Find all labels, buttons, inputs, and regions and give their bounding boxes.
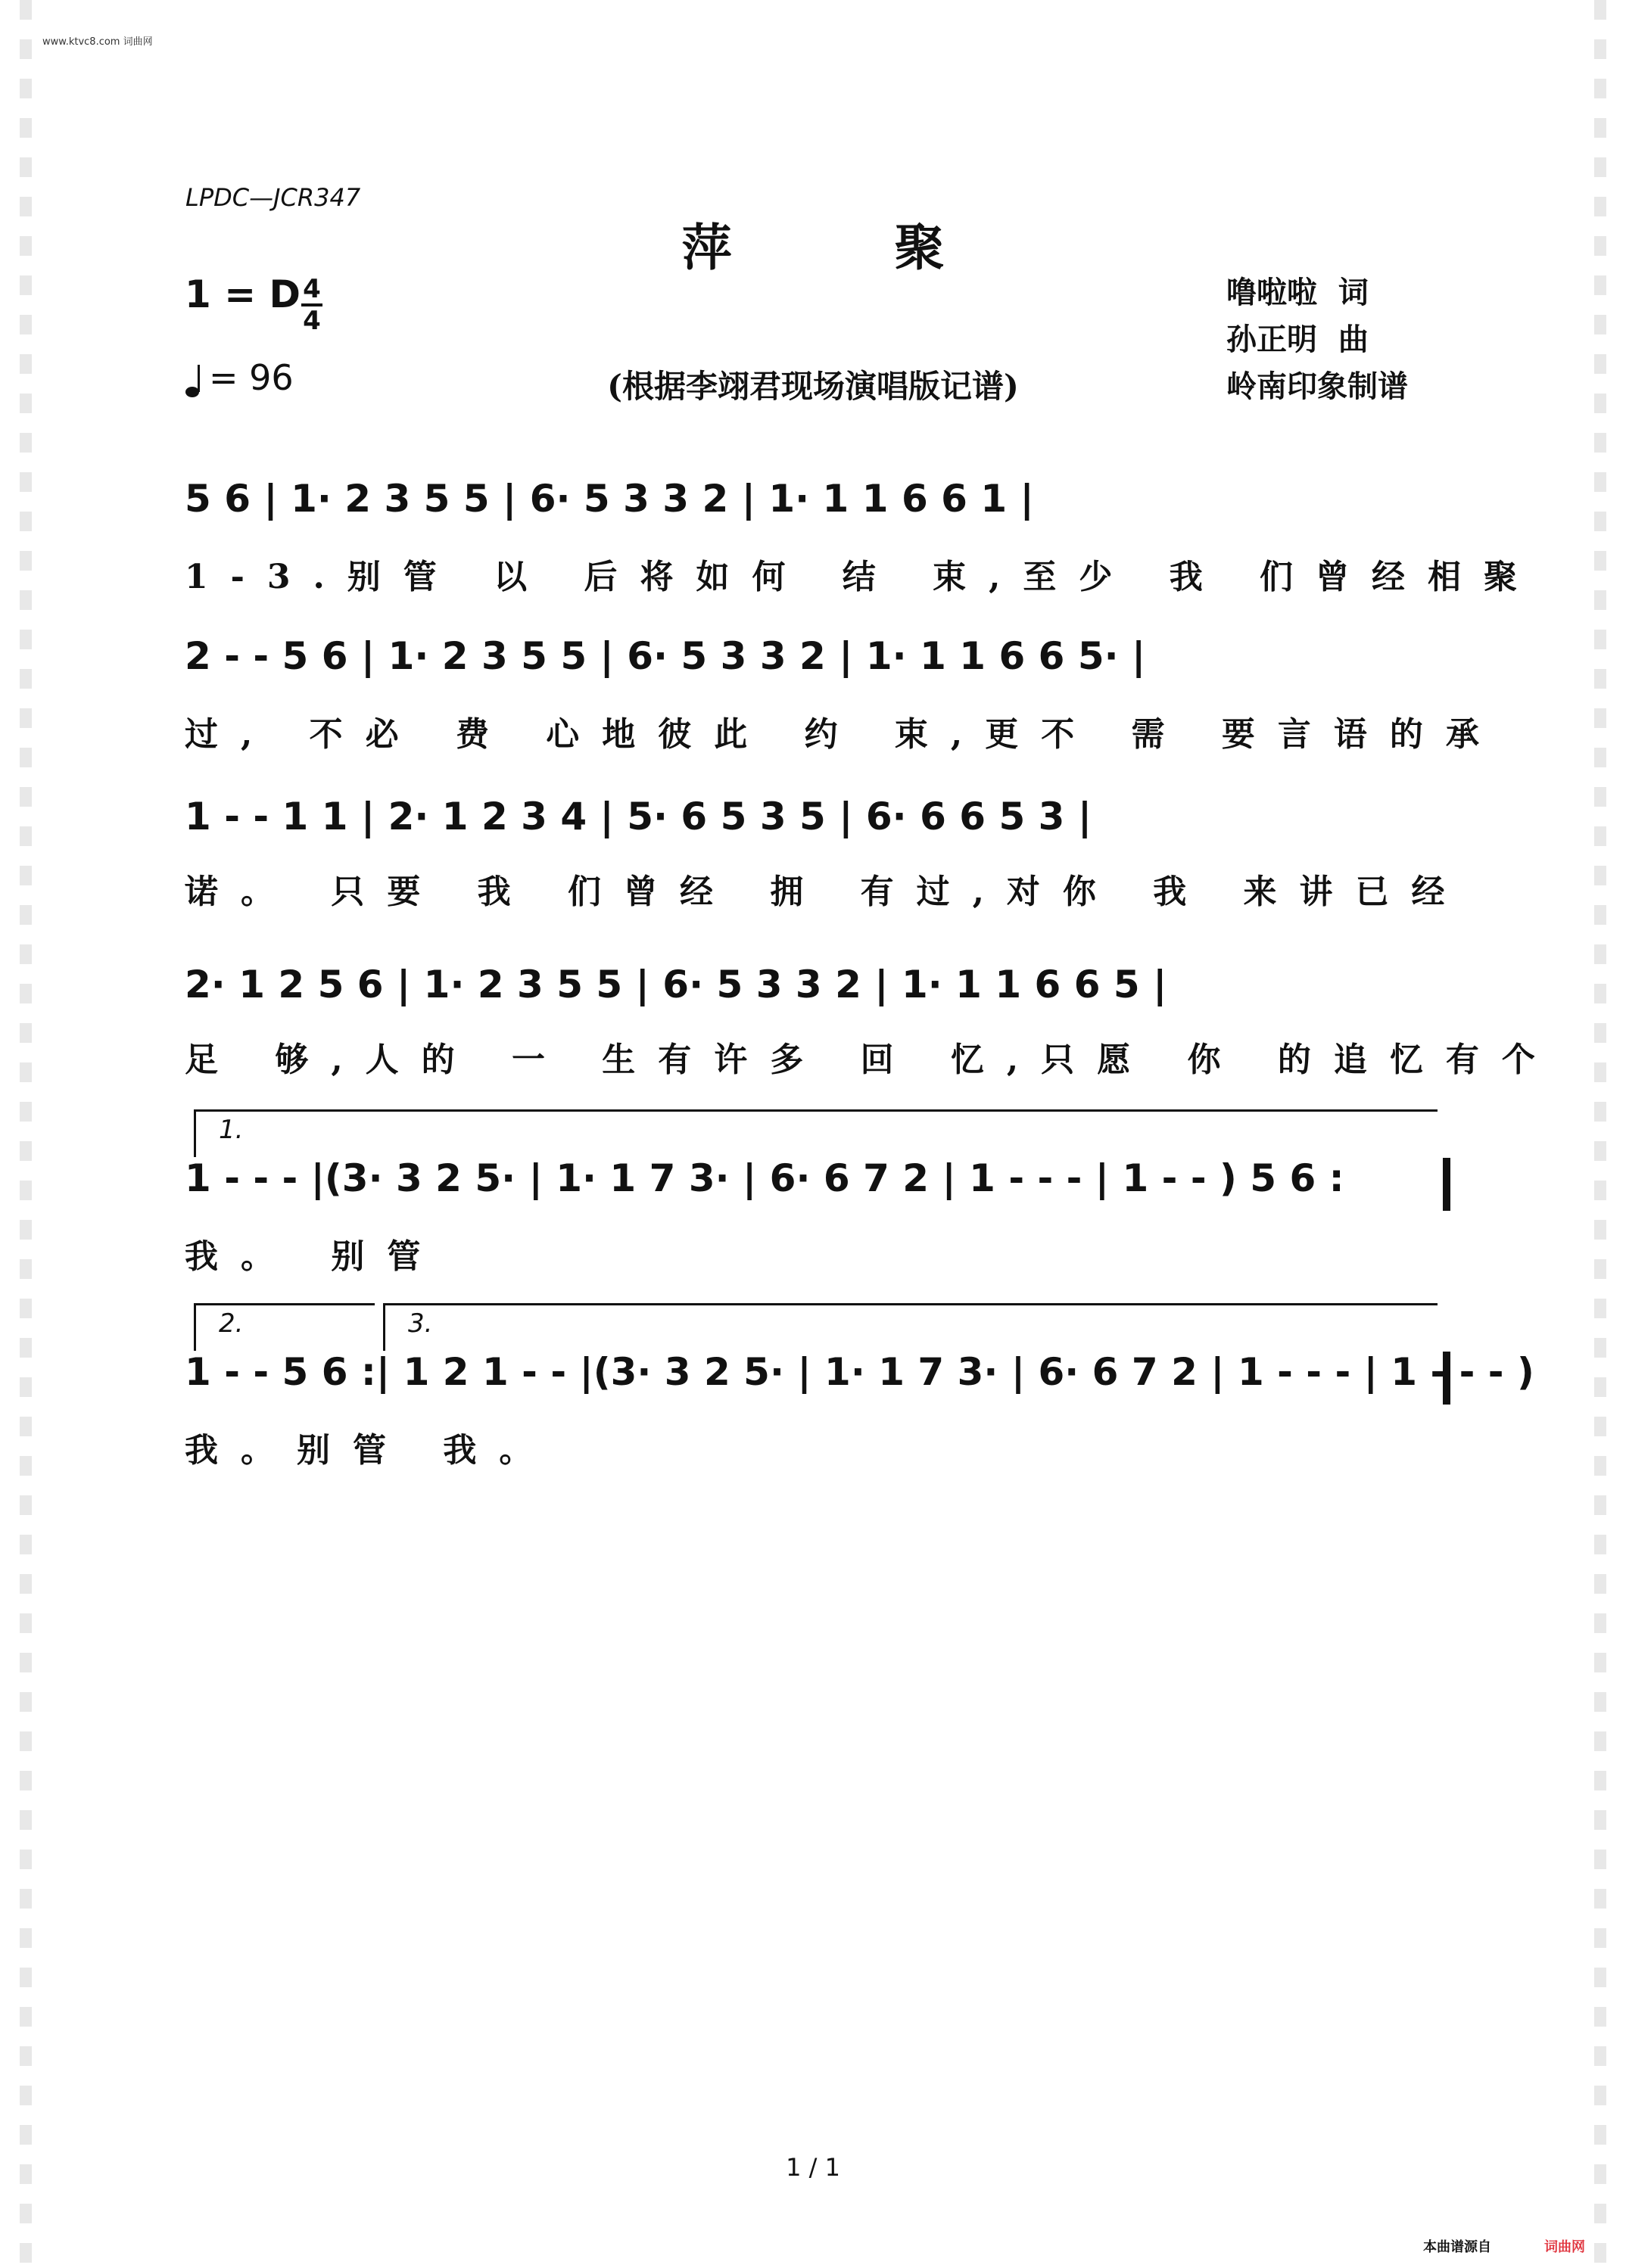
first-ending-bracket	[194, 1109, 1438, 1157]
notes-line: 1 - - 1 1 | 2· 1 2 3 4 | 5· 6 5 3 5 | 6· 6 6 5 3 |	[185, 795, 1092, 838]
second-ending-label: 2.	[219, 1308, 244, 1339]
tempo-value: = 96	[209, 357, 294, 398]
repeat-barline	[1443, 1158, 1450, 1211]
key-signature: 1 = D	[185, 272, 301, 316]
lyricist-credit: 噜啦啦 词	[1226, 275, 1369, 310]
score-code: LPDC—JCR347	[185, 183, 361, 212]
time-sig-top: 4	[303, 274, 321, 304]
first-ending-label: 1.	[219, 1115, 244, 1145]
time-sig-bottom: 4	[303, 306, 321, 336]
composer-credit: 孙正明 曲	[1226, 322, 1369, 357]
song-title: 萍 聚	[681, 218, 1017, 277]
right-border-decoration	[1594, 0, 1606, 2268]
source-label: www.ktvc8.com 词曲网	[42, 36, 153, 48]
lyrics-line: 我。 别管	[185, 1237, 444, 1276]
notes-line: 2· 1 2 5 6 | 1· 2 3 5 5 | 6· 5 3 3 2 | 1· 1 1 6 6 5 |	[185, 963, 1167, 1006]
left-border-decoration	[20, 0, 32, 2268]
page-number: 1 / 1	[786, 2153, 840, 2182]
credits	[1226, 269, 1408, 410]
notes-line: 2 - - 5 6 | 1· 2 3 5 5 | 6· 5 3 3 2 | 1· 1 1 6 6 5· |	[185, 634, 1146, 678]
third-ending-bracket	[383, 1303, 1438, 1351]
lyrics-line: 足 够,人的 一 生有许多 回 忆,只愿 你 的追忆有个	[185, 1041, 1558, 1079]
footer-source-text: 本曲谱源自	[1423, 2239, 1491, 2255]
notes-line: 5 6 | 1· 2 3 5 5 | 6· 5 3 3 2 | 1· 1 1 6 6 1 |	[185, 477, 1034, 521]
notes-line: 1 - - 5 6 :| 1 2 1 - - |(3· 3 2 5· | 1· 1 7 3· | 6· 6 7 2 | 1 - - - | 1 - - - )	[185, 1350, 1534, 1394]
notes-line: 1 - - - |(3· 3 2 5· | 1· 1 7 3· | 6· 6 7 2 | 1 - - - | 1 - - ) 5 6 :	[185, 1156, 1344, 1200]
lyrics-line: 过, 不必 费 心地彼此 约 束,更不 需 要言语的承	[185, 715, 1502, 754]
time-signature	[297, 276, 327, 334]
second-ending-bracket	[194, 1303, 375, 1351]
subtitle: (根据李翊君现场演唱版记谱)	[607, 368, 1019, 405]
lyrics-line: 我。别管 我。	[185, 1431, 556, 1470]
arranger-credit: 岭南印象制谱	[1226, 369, 1408, 404]
third-ending-label: 3.	[408, 1308, 433, 1339]
lyrics-line: 诺。 只要 我 们曾经 拥 有过,对你 我 来讲已经	[185, 873, 1468, 911]
footer-site-link[interactable]: 词曲网	[1544, 2239, 1585, 2255]
lyrics-line: 1-3.别管 以 后将如何 结 束,至少 我 们曾经相聚	[185, 558, 1540, 596]
